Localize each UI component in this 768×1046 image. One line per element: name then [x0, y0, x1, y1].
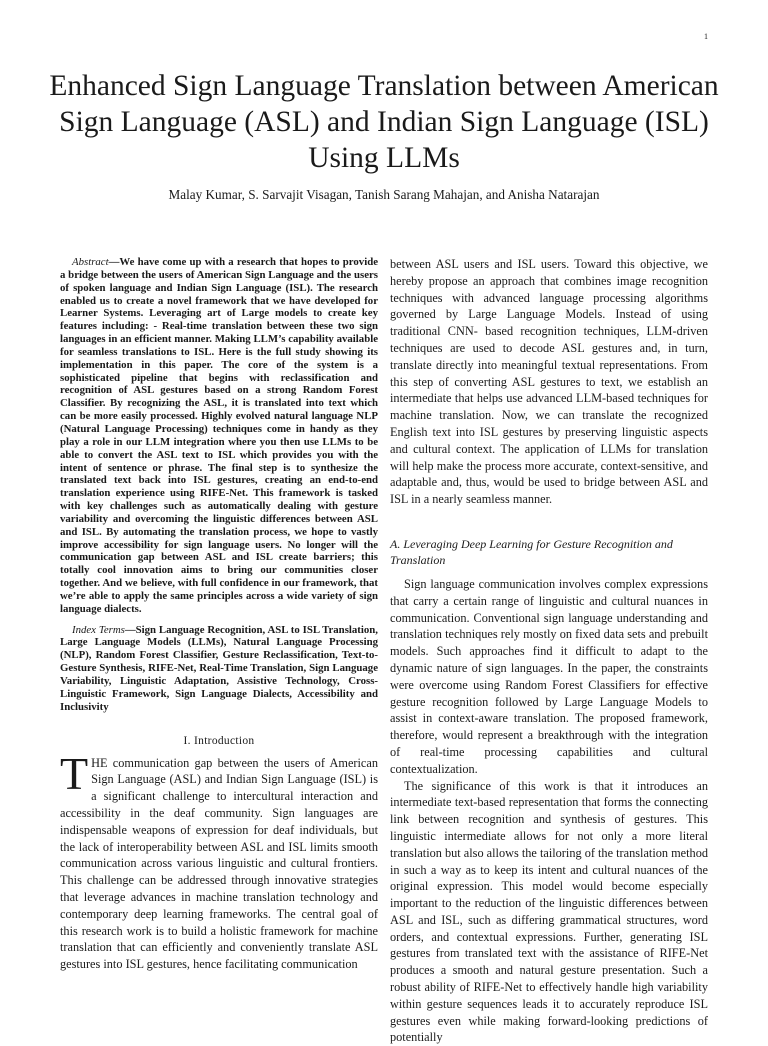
page-number: 1 — [704, 32, 708, 41]
abstract-text: —We have come up with a research that hopes to provide a bridge between the users of American Sign Language and the users of spoken language and Indian Sign Language (ISL). The research enabled us to create a novel framework that we have developed for Learner Systems. Leveraging art of Large models to create key features including: - Real-time translation between these two sign languages in an efficient manner. Making LLM’s capability available for seamless translations to ISL. Here is the full study showing its implementation in this paper. The core of the system is a sophisticated pipeline that begins with reclassification and recognition of ASL gestures based on a strong Random Forest Classifier. By recognizing the ASL, it is translated into text which can be more easily processed. Highly evolved natural language NLP (Natural Language Processing) techniques come in handy as they play a role in our LLM integration where you then use LLMs to be able to convert the ASL text to ISL which provides you with the intent of sentence or phrase. The final step is to synthesize the translated text back into ISL gestures, creating an end-to-end translation experience using RIFE-Net. This framework is tasked with key challenges such as automatically dealing with gesture variability and overcoming the linguistic differences between ASL and ISL. By automating the translation process, we hope to vastly improve accessibility for sign language users. No longer will the communication gap between ASL and ISL create barriers; this totally cool innovation aims to bring our communities closer together. And we believe, with full confidence in our framework, that we’re able to apply the same principles across a wide variety of sign language dialects. — [60, 256, 378, 615]
abstract — [60, 256, 378, 616]
index-terms-label: Index Terms — [72, 623, 125, 636]
paper-title: Enhanced Sign Language Translation between American Sign Language (ASL) and Indian Sign Language (ISL) Using LLMs — [49, 70, 719, 174]
intro-paragraph — [60, 747, 378, 973]
index-terms — [60, 624, 378, 714]
subsection-a-paragraph-2: The significance of this work is that it introduces an intermediate text-based representation that forms the connecting link between recognition and synthesis of gestures. This linguistic intermediate allows for not only a more literal translation but also allows the tailoring of the translation method in such a way as to keep its intent and cultural nuances of the original expression. This model would become especially important to the reduction of the linguistic differences between ASL and ISL, such as differing grammatical structures, word orders, and contextual expressions. Further, generating ISL gestures from translated text with the assistance of RIFE-Net produces a smooth and natural gesture presentation. Such a robust ability of RIFE-Net to effectively handle high variability within gesture sequences leads it to accurately reproduce ISL gestures even while making forward-looking predictions of potentially — [390, 778, 708, 1045]
right-column — [390, 256, 708, 1046]
drop-cap: T — [60, 747, 89, 799]
intro-paragraph-continued: between ASL users and ISL users. Toward this objective, we hereby propose an approach that combines image recognition techniques with advanced language processing algorithms governed by Large Language Models. Instead of using traditional CNN- based recognition techniques, LLM-driven techniques are used to decode ASL gestures and, in turn, translate directly into meaningful textual representations. From this step of converting ASL gestures to text, we establish an intermediate that helps use advanced LLM-based techniques for machine translation. Now, we can translate the recognized English text into ISL gestures by preserving linguistic aspects and cultural context. The application of LLMs for translation will help make the process more accurate, context-sensitive, and adaptable and, thus, would be used to bridge between ASL and ISL in a nearly seamless manner. — [390, 257, 708, 507]
abstract-label: Abstract — [72, 256, 109, 268]
subsection-a-paragraph-1: Sign language communication involves complex expressions that carry a certain range of linguistic and cultural nuances in communication. Conventional sign language understanding and translation techniques rely mostly on fixed data sets and prebuilt models. Such approaches find it difficult to adapt to the dynamic nature of sign languages. In the paper, the constraints were overcome using Random Forest Classifiers for effective gesture recognition followed by Large Language Models to assist in context-aware translation. The proposed framework, therefore, would represent a breakthrough with the integration of real-time processing capabilities and cultural contextualization. — [390, 576, 708, 776]
index-terms-text: —Sign Language Recognition, ASL to ISL Translation, Large Language Models (LLMs), Natural Language Processing (NLP), Random Forest Classifier, Gesture Reclassification, Text-to-Gesture Synthesis, RIFE-Net, Real-Time Translation, Sign Language Variability, Linguistic Adaptation, Assistive Technology, Cross-Linguistic Framework, Sign Language Dialects, Accessibility and Inclusivity — [60, 623, 378, 713]
left-column — [60, 256, 378, 973]
author-list: Malay Kumar, S. Sarvajit Visagan, Tanish Sarang Mahajan, and Anisha Natarajan — [168, 187, 600, 202]
section-heading-introduction: I. Introduction — [183, 734, 255, 747]
subsection-heading-a: A. Leveraging Deep Learning for Gesture Recognition and Translation — [390, 536, 673, 567]
intro-paragraph-text: HE communication gap between the users of American Sign Language (ASL) and Indian Sign Language (ISL) is a significant challenge to intercultural interaction and accessibility in the deaf community. Sign languages are indispensable weapons of expression for deaf individuals, but the lack of interoperability between ASL and ISL limits smooth communication across various linguistic and cultural frontiers. This challenge can be addressed through innovative strategies that leverage advances in machine translation technology and contemporary deep learning frameworks. The central goal of this research work is to build a holistic framework for machine translation that can efficiently and conveniently translate ASL gestures into ISL gestures, hence facilitating communication — [60, 755, 378, 972]
